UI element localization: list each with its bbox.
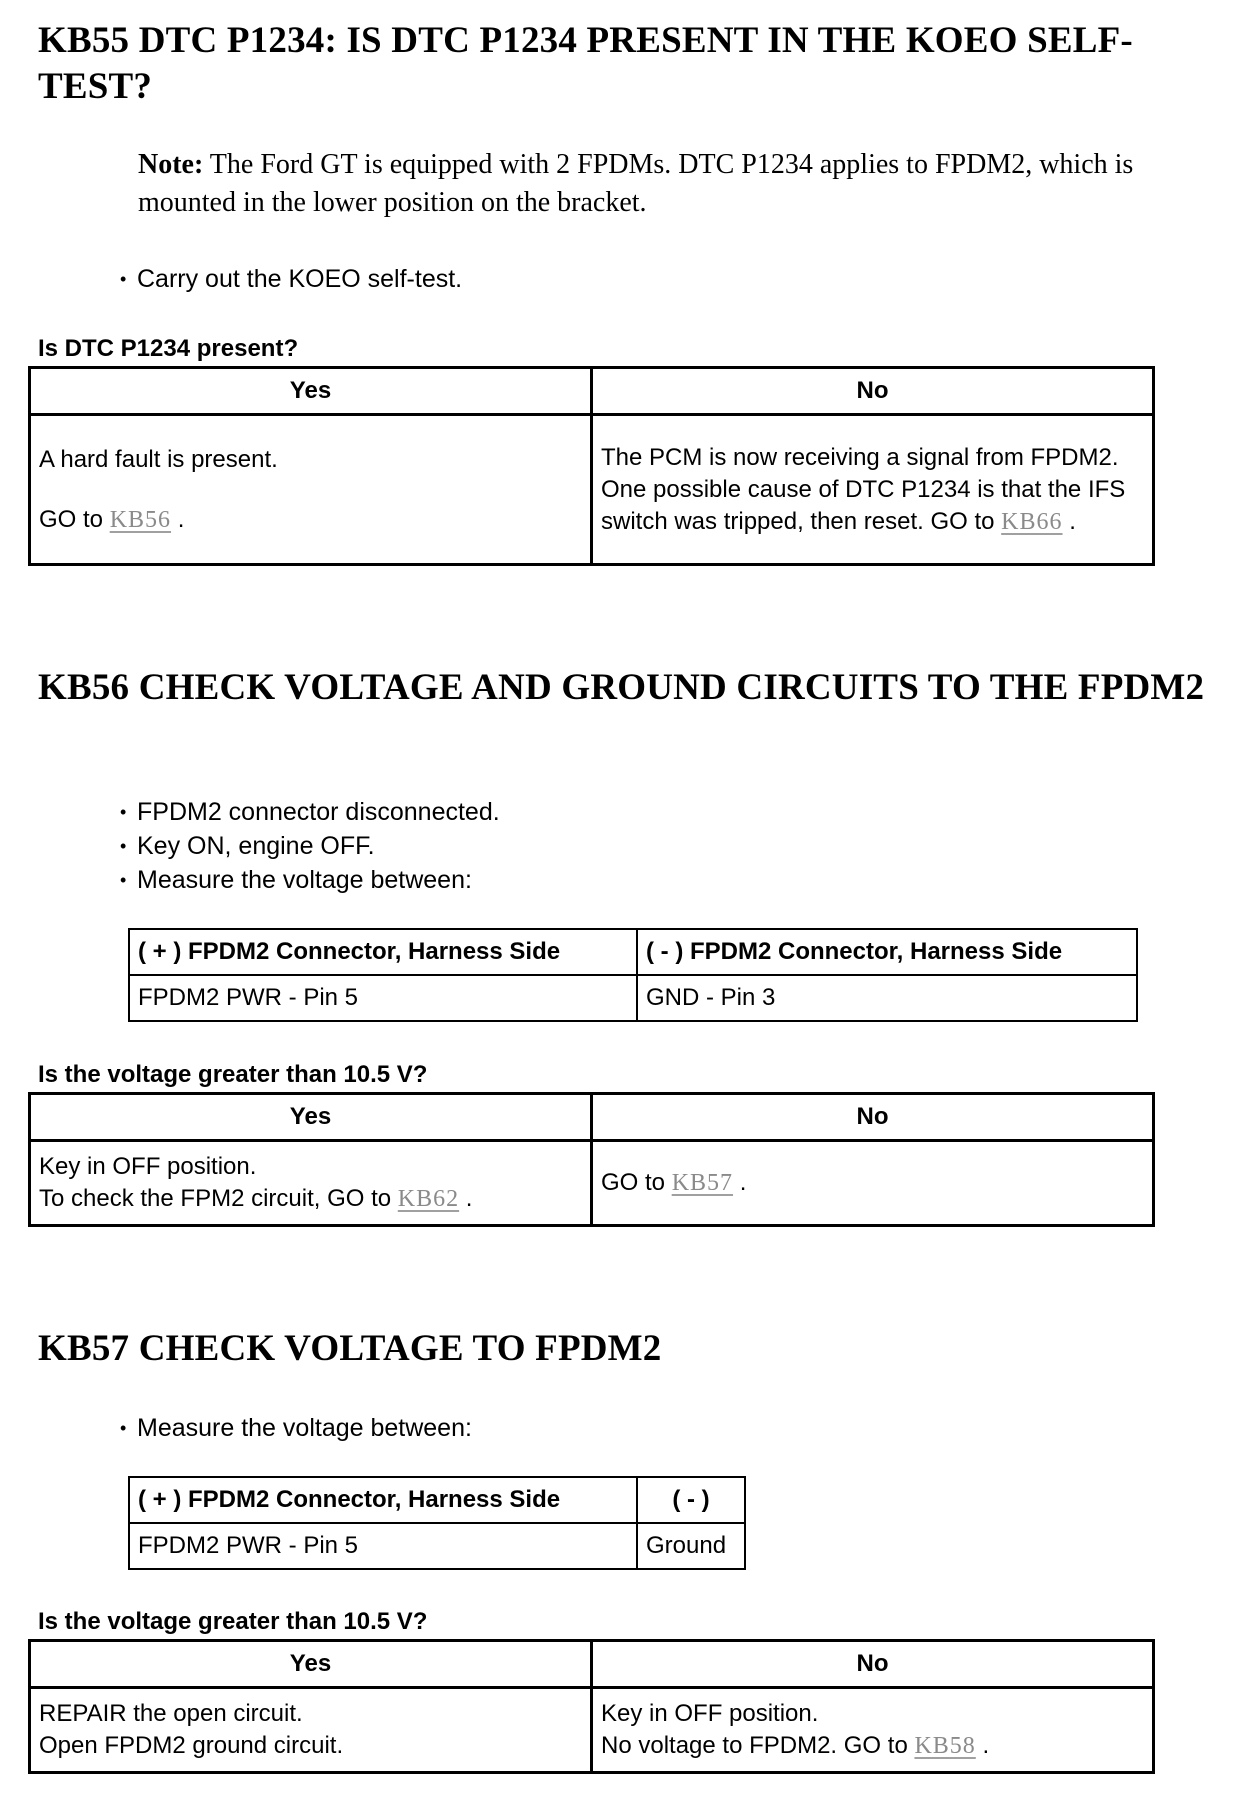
positive-lead-value: FPDM2 PWR - Pin 5 [129,975,637,1021]
note-label: Note: [138,149,204,180]
yes-line-1: REPAIR the open circuit. [39,1700,303,1727]
kb56-bullet-list [120,795,500,897]
kb56-link[interactable]: KB56 [109,506,172,533]
yes-line-1: Key in OFF position. [39,1153,257,1180]
negative-lead-value: Ground [637,1523,745,1569]
yes-header: Yes [30,1094,592,1141]
period: . [465,1185,473,1212]
yes-go-text: GO to [39,505,110,533]
no-header: No [592,1094,1154,1141]
kb56-bullet: • Measure the voltage between: [120,863,500,897]
yes-line-2: Open FPDM2 ground circuit. [39,1732,344,1759]
no-header: No [592,1641,1154,1688]
kb55-no-cell [592,415,1154,565]
period: . [177,505,185,533]
yes-line-2: To check the FPM2 circuit, GO to [39,1185,398,1212]
kb55-title: KB55 DTC P1234: IS DTC P1234 PRESENT IN THE KOEO SELF-TEST? [38,20,1133,107]
kb56-bullet: • FPDM2 connector disconnected. [120,795,500,829]
kb66-link[interactable]: KB66 [1001,508,1063,535]
kb57-title: KB57 CHECK VOLTAGE TO FPDM2 [38,1328,662,1369]
no-go-text: GO to [601,1169,672,1196]
kb57-yes-cell [30,1688,592,1773]
kb56-question: Is the voltage greater than 10.5 V? [38,1061,428,1088]
kb57-link[interactable]: KB57 [671,1170,734,1196]
kb55-note [138,146,1228,222]
period: . [982,1732,990,1759]
kb55-answer-table [28,366,1155,566]
kb56-yes-cell [30,1141,592,1226]
no-line-1: Key in OFF position. [601,1700,819,1727]
kb55-yes-cell [30,415,592,565]
note-text: The Ford GT is equipped with 2 FPDMs. DTC P1234 applies to FPDM2, which is mounted in the lower position on the bracket. [138,149,1134,218]
kb56-measure-table [128,928,1138,1022]
negative-lead-header: ( - ) [637,1477,745,1523]
kb58-link[interactable]: KB58 [914,1733,976,1759]
kb62-link[interactable]: KB62 [397,1186,460,1212]
kb55-bullet: • Carry out the KOEO self-test. [120,262,462,296]
no-header: No [592,368,1154,415]
no-line-2: No voltage to FPDM2. GO to [601,1732,915,1759]
positive-lead-value: FPDM2 PWR - Pin 5 [129,1523,637,1569]
kb56-title: KB56 CHECK VOLTAGE AND GROUND CIRCUITS TO THE FPDM2 [38,667,1205,708]
kb57-measure-table [128,1476,746,1570]
kb57-bullet: • Measure the voltage between: [120,1411,472,1445]
no-text: The PCM is now receiving a signal from FPDM2. One possible cause of DTC P1234 is that the IFS switch was tripped, then reset. GO to [601,443,1126,535]
kb57-bullet-list [120,1411,472,1445]
yes-header: Yes [30,368,592,415]
kb57-answer-table [28,1639,1155,1774]
kb55-question: Is DTC P1234 present? [38,335,299,362]
positive-lead-header: ( + ) FPDM2 Connector, Harness Side [129,1477,637,1523]
period: . [1069,507,1076,535]
yes-text: A hard fault is present. [39,445,278,473]
kb57-no-cell [592,1688,1154,1773]
kb56-no-cell [592,1141,1154,1226]
negative-lead-header: ( - ) FPDM2 Connector, Harness Side [637,929,1137,975]
kb55-bullet-list [120,262,462,296]
negative-lead-value: GND - Pin 3 [637,975,1137,1021]
kb56-answer-table [28,1092,1155,1227]
kb57-question: Is the voltage greater than 10.5 V? [38,1608,428,1635]
period: . [739,1169,747,1196]
kb56-bullet: • Key ON, engine OFF. [120,829,500,863]
positive-lead-header: ( + ) FPDM2 Connector, Harness Side [129,929,637,975]
yes-header: Yes [30,1641,592,1688]
